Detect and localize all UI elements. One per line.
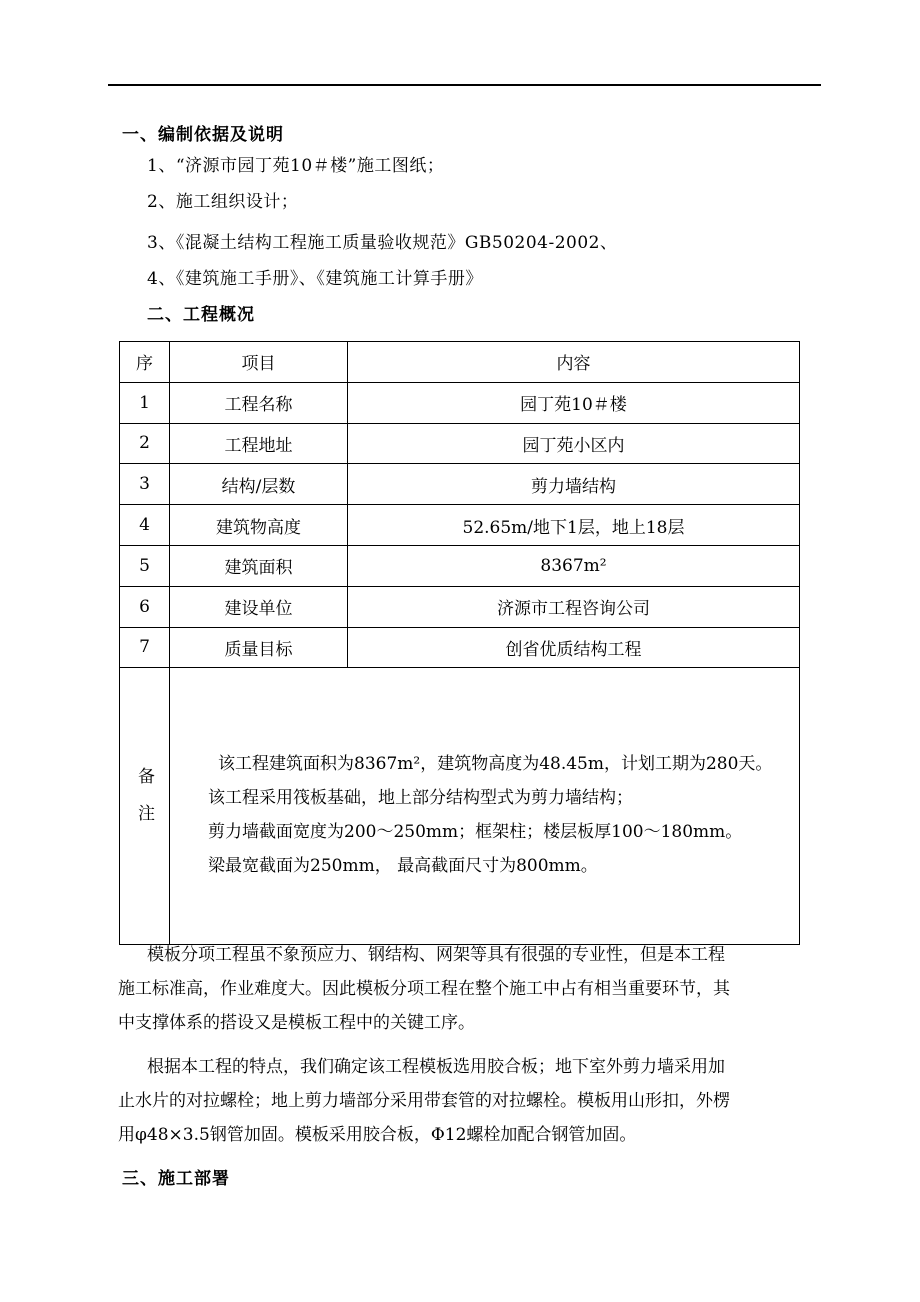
remark-body — [170, 668, 800, 945]
table-cell: 建筑物高度 — [170, 505, 348, 546]
remark-label-cell — [120, 668, 170, 945]
header-cell: 项目 — [170, 342, 348, 383]
remark-line: 该工程建筑面积为8367m²，建筑物高度为48.45m，计划工期为280天。 — [218, 754, 773, 775]
remark-line: 梁最宽截面为250mm， 最高截面尺寸为800mm。 — [208, 856, 598, 877]
table-cell: 7 — [120, 627, 170, 668]
template-paragraph-2 — [118, 1050, 778, 1152]
remark-label: 备注 — [134, 766, 154, 841]
paragraph-line: 模板分项工程虽不象预应力、钢结构、网架等具有很强的专业性，但是本工程 — [147, 945, 725, 965]
table-cell: 2 — [120, 423, 170, 464]
table-cell: 52.65m/地下1层，地上18层 — [348, 505, 800, 546]
table-header-row — [120, 342, 800, 383]
table-cell: 工程名称 — [170, 382, 348, 423]
section2-heading: 二、工程概况 — [147, 305, 255, 325]
table-row — [120, 382, 800, 423]
paragraph-line: 用φ48×3.5钢管加固。模板采用胶合板，Φ12螺栓加配合钢管加固。 — [118, 1125, 637, 1145]
remark-row — [120, 668, 800, 945]
table-cell: 建设单位 — [170, 586, 348, 627]
table-row — [120, 586, 800, 627]
table-cell: 6 — [120, 586, 170, 627]
remark-line: 剪力墙截面宽度为200～250mm；框架柱；楼层板厚100～180mm。 — [208, 822, 743, 843]
paragraph-line: 施工标准高，作业难度大。因此模板分项工程在整个施工中占有相当重要环节，其 — [118, 979, 730, 999]
table-cell: 5 — [120, 545, 170, 586]
table-cell: 3 — [120, 464, 170, 505]
remark-line: 该工程采用筏板基础，地上部分结构型式为剪力墙结构； — [208, 788, 633, 809]
table-cell: 4 — [120, 505, 170, 546]
section1-heading: 一、编制依据及说明 — [122, 125, 284, 145]
table-cell: 结构/层数 — [170, 464, 348, 505]
table-cell: 8367m² — [348, 545, 800, 586]
table-cell: 质量目标 — [170, 627, 348, 668]
table-row — [120, 627, 800, 668]
header-cell: 内容 — [348, 342, 800, 383]
template-paragraph-1 — [118, 938, 778, 1040]
basis-item-3: 3、《混凝土结构工程施工质量验收规范》GB50204-2002、 — [147, 233, 618, 253]
basis-item-4: 4、《建筑施工手册》、《建筑施工计算手册》 — [147, 269, 483, 289]
header-cell: 序 — [120, 342, 170, 383]
table-cell: 创省优质结构工程 — [348, 627, 800, 668]
table-row — [120, 505, 800, 546]
table-cell: 建筑面积 — [170, 545, 348, 586]
table-cell: 剪力墙结构 — [348, 464, 800, 505]
basis-item-2: 2、施工组织设计； — [147, 192, 299, 212]
paragraph-line: 止水片的对拉螺栓；地上剪力墙部分采用带套管的对拉螺栓。模板用山形扣，外楞 — [118, 1091, 730, 1111]
paragraph-line: 中支撑体系的搭设又是模板工程中的关键工序。 — [118, 1013, 475, 1033]
table-row — [120, 545, 800, 586]
section3-heading: 三、施工部署 — [122, 1169, 230, 1189]
table-row — [120, 423, 800, 464]
basis-item-1: 1、“济源市园丁苑10＃楼”施工图纸； — [147, 156, 445, 176]
table-row — [120, 464, 800, 505]
table-cell: 1 — [120, 382, 170, 423]
table-cell: 园丁苑小区内 — [348, 423, 800, 464]
paragraph-line: 根据本工程的特点，我们确定该工程模板选用胶合板；地下室外剪力墙采用加 — [147, 1057, 725, 1077]
header-rule — [108, 84, 821, 86]
table-cell: 工程地址 — [170, 423, 348, 464]
project-overview-table — [119, 341, 800, 945]
table-cell: 园丁苑10＃楼 — [348, 382, 800, 423]
table-cell: 济源市工程咨询公司 — [348, 586, 800, 627]
